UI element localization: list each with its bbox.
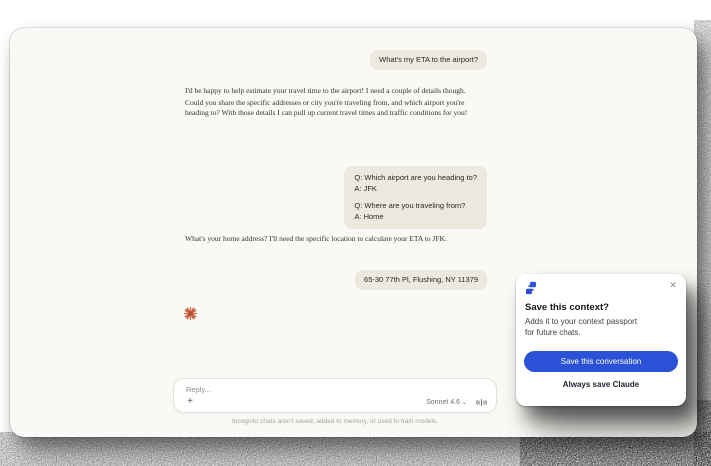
always-save-button[interactable]: Always save Claude — [562, 380, 640, 389]
assistant-paragraph: Could you share the specific addresses or city you're traveling from, and which airport you're heading to? With those details I can pull up current travel times and traffic conditions for you! — [185, 97, 468, 117]
save-conversation-button[interactable]: Save this conversation — [524, 351, 678, 372]
incognito-disclaimer: Incognito chats aren't saved, added to memory, or used to train models. — [232, 418, 438, 425]
chat-column — [173, 28, 497, 437]
assistant-message — [185, 86, 481, 119]
reply-input[interactable] — [186, 385, 406, 394]
assistant-message: What's your home address? I'll need the specific location to calculate your ETA to JFK. — [185, 234, 447, 243]
qa-line: Q: Where are you traveling from? — [354, 201, 466, 210]
qa-line: A: Home — [354, 212, 384, 221]
assistant-paragraph: I'd be happy to help estimate your travel time to the airport! I need a couple of details though. — [185, 86, 466, 95]
reply-composer[interactable] — [173, 378, 497, 413]
context-passport-icon — [524, 281, 538, 295]
composer-controls — [426, 398, 487, 407]
model-selector[interactable] — [426, 399, 467, 406]
voice-input-icon[interactable] — [476, 398, 487, 407]
qa-line: A: JFK — [354, 184, 377, 193]
model-label: Sonnet 4.6 — [426, 399, 460, 406]
close-icon[interactable]: ✕ — [669, 280, 677, 290]
qa-pair — [354, 172, 477, 194]
popup-title: Save this context? — [525, 302, 609, 313]
popup-body-text: Adds it to your context passport for future chats. — [525, 317, 638, 337]
claude-spark-icon — [183, 306, 198, 321]
user-message-bubble: What's my ETA to the airport? — [370, 50, 487, 70]
chevron-down-icon: ⌄ — [461, 399, 467, 406]
save-context-popup — [516, 274, 686, 406]
user-message-bubble — [344, 166, 487, 229]
qa-line: Q: Which airport are you heading to? — [354, 173, 477, 182]
user-message-bubble: 65-30 77th Pl, Flushing, NY 11379 — [355, 270, 487, 290]
qa-pair — [354, 200, 477, 222]
plus-icon[interactable]: + — [187, 396, 193, 407]
